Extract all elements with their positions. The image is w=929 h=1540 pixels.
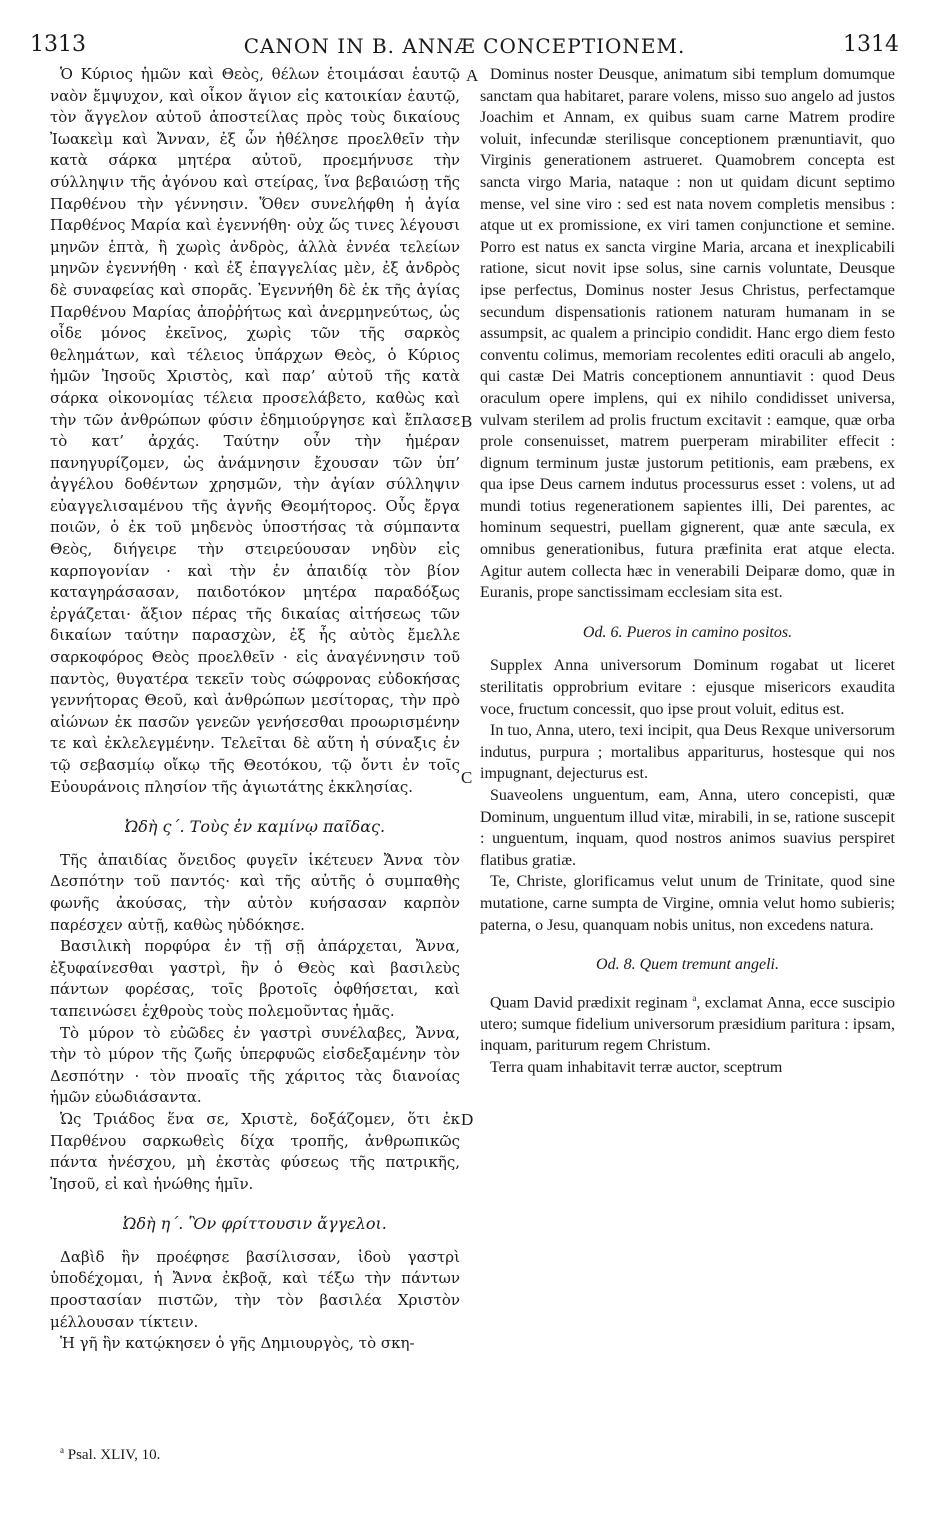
latin-text: , exclamat Anna, ecce suscipio utero; sumque fidelium universorum præsidium paritura : ipsam, inquam, pariturum regem Christum. bbox=[480, 994, 896, 1055]
greek-paragraph: Δαβὶδ ἣν προέφησε βασίλισσαν, ἰδοὺ γαστρὶ ὑποδέχομαι, ἡ Ἄννα ἐκβοᾷ, καὶ τέξω τὴν πάντων προστασίαν πιστῶν, τὴν τὸν βασιλέα Χριστὸν μέλλουσαν τίκτειν. bbox=[50, 1247, 460, 1331]
latin-paragraph: In tuo, Anna, utero, texi incipit, qua Deus Rexque universorum indutus, purpura ; mortalibus appariturus, hostesque qui nos impugnant, dejecturus est. bbox=[480, 722, 895, 783]
latin-ode-heading: Od. 6. Pueros in camino positos. bbox=[582, 623, 793, 641]
latin-paragraph: Terra quam inhabitavit terræ auctor, sceptrum bbox=[490, 1058, 783, 1076]
greek-paragraph: Τῆς ἀπαιδίας ὄνειδος φυγεῖν ἱκέτευεν Ἄννα τὸν Δεσπότην τοῦ παντός· καὶ τῆς αὐτῆς ὁ συμπαθὴς φωνῆς ἀκούσας, τὴν αὐτὸν κυήσασαν καρπὸν παρέσχεν αὐτῇ, καθὼς ηὐδόκησε. bbox=[50, 850, 460, 934]
footnote-text: Psal. XLIV, 10. bbox=[67, 1447, 161, 1463]
greek-paragraph: Βασιλικὴ πορφύρα ἐν τῇ σῇ ἀπάρχεται, Ἄννα, ἐξυφαίνεσθαι γαστρὶ, ἣν ὁ Θεὸς καὶ βασιλεὺς πάντων φορέσας, τοῖς βροτοῖς ὀφθήσεται, καὶ ταπεινώσει ἐχθροὺς τοὺς πολεμοῦντας ἡμᾶς. bbox=[50, 937, 460, 1020]
latin-paragraph bbox=[480, 988, 895, 1057]
latin-column bbox=[480, 64, 895, 1078]
latin-ode-heading: Od. 8. Quem tremunt angeli. bbox=[596, 956, 779, 974]
margin-marker-a: A bbox=[466, 66, 479, 85]
latin-paragraph: Supplex Anna universorum Dominum rogabat ut liceret sterilitatis opprobrium evitare : ejusque misericors exaudita voce, fructum concessit, quo ipse prout voluit, editus est. bbox=[480, 657, 895, 718]
footnote-reference: a bbox=[692, 992, 697, 1003]
greek-column bbox=[50, 64, 460, 1355]
latin-paragraph: Te, Christe, glorificamus velut unum de Trinitate, quod sine mutatione, carne sumpta de Virgine, omnia velut homo subieris; paterna, o Jesu, quanquam nobis unitus, non excedens natura. bbox=[480, 873, 895, 934]
greek-paragraph: Ὁ Κύριος ἡμῶν καὶ Θεὸς, θέλων ἑτοιμάσαι ἑαυτῷ ναὸν ἔμψυχον, καὶ οἶκον ἅγιον εἰς κατοικίαν ἑαυτῷ, τὸν ἄγγελον αὐτοῦ ἀποστείλας πρὸς τοὺς δικαίους Ἰωακεὶμ καὶ Ἄνναν, ἐξ ὧν ἠθέλησε προελθεῖν τὴν κατὰ σάρκα μητέρα αὐτοῦ, προεμήνυσε τὴν σύλληψιν τῆς ἀγόνου καὶ στείρας, ἵνα βεβαιώσῃ τῆς Παρθένου τὴν γέννησιν. Ὅθεν συνελήφθη ἡ ἁγία Παρθένος Μαρία καὶ ἐγεννήθη· οὐχ ὥς τινες λέγουσι μηνῶν ἑπτὰ, ἢ χωρὶς ἀνδρὸς, ἀλλὰ ἐννέα τελείων μηνῶν ἐγεννήθη · καὶ ἐξ ἐπαγγελίας μὲν, ἐξ ἀνδρὸς δὲ συναφείας καὶ σπορᾶς. Ἐγεννήθη δὲ ἐκ τῆς ἁγίας Παρθένου Μαρίας ἀποῤῥήτως καὶ ἀνερμηνεύτως, ὡς οἶδε μόνος ἐκεῖνος, χωρὶς τῶν τῆς σαρκὸς θελημάτων, καὶ τέλειος ὑπάρχων Θεὸς, ὁ Κύριος ἡμῶν Ἰησοῦς Χριστὸς, καὶ παρ’ αὐτοῦ τῆς κατὰ σάρκα οἰκονομίας τέλεια προσελάβετο, καθὼς καὶ τὴν τῶν ἀνθρώπων φύσιν ἐδημιούργησε καὶ ἔπλασε τὸ κατ’ ἀρχάς. Ταύτην οὖν τὴν ἡμέραν πανηγυρίζομεν, ὡς ἀνάμνησιν ἔχουσαν τῶν ὑπ’ ἀγγέλου δοθέντων χρησμῶν, τὴν ἁγίαν σύλληψιν εὐαγγελισαμένου τῆς ἁγνῆς Θεομήτορος. Οὗς ἔργα ποιῶν, ὁ ἐκ τοῦ μηδενὸς ὑποστήσας τὰ σύμπαντα Θεὸς, διήγειρε τὴν στειρεύουσαν νηδὺν εἰς καρπογονίαν · καὶ τὴν ἐν ἀπαιδίᾳ τὸν βίον καταγηράσασαν, παιδοτόκον μητέρα παραδόξως ἐργάζεται· ἄξιον πέρας τῆς δικαίας αἰτήσεως τῶν δικαίων ταύτην παρασχὼν, ἐξ ἧς αὐτὸς ἔμελλε σαρκοφόρος Θεὸς προελθεῖν · εἰς ἀναγέννησιν τοῦ παντὸς, θυγατέρα τεκεῖν τοὺς σώφρονας εὐδοκήσας γεννήτορας Θεοῦ, καὶ ἀνθρώπων μεσίτορας, τὴν πρὸ αἰώνων ἐκ πασῶν γενεῶν γενήσεσθαι προωρισμένην τε καὶ ἐκλελεγμένην. Τελεῖται δὲ αὕτη ἡ σύναξις ἐν τῷ σεβασμίῳ οἴκῳ τῆς Θεοτόκου, τῷ ὄντι ἐν τοῖς Εὐουράνοις πλησίον τῆς ἁγιωτάτης ἐκκλησίας. bbox=[50, 65, 460, 796]
greek-paragraph: Ἡ γῆ ἣν κατῴκησεν ὁ γῆς Δημιουργὸς, τὸ σκη- bbox=[60, 1334, 415, 1353]
greek-paragraph: Ὡς Τριάδος ἕνα σε, Χριστὲ, δοξάζομεν, ὅτι ἐκ Παρθένου σαρκωθεὶς δίχα τροπῆς, ἀνθρωπικῶς πάντα ἠνέσχου, μὴ ἐκστὰς φύσεως τῆς πατρικῆς, Ἰησοῦ, εἰ καὶ ἡνώθης ἡμῖν. bbox=[50, 1109, 460, 1193]
margin-marker-b: B bbox=[461, 412, 473, 431]
greek-ode-heading: Ὠδὴ η΄. Ὃν φρίττουσιν ἄγγελοι. bbox=[123, 1214, 387, 1234]
latin-text: Quam David prædixit reginam bbox=[490, 994, 688, 1012]
footnote-mark: a bbox=[60, 1445, 64, 1455]
page-number-left: 1313 bbox=[30, 32, 86, 57]
page-number-right: 1314 bbox=[843, 32, 899, 57]
footnote bbox=[60, 1445, 160, 1464]
greek-paragraph: Τὸ μύρον τὸ εὐῶδες ἐν γαστρὶ συνέλαβες, Ἄννα, τὴν τὸ μύρον τῆς ζωῆς ὑπερφυῶς εἰσδεξαμένην τὸν Δεσπότην · τὸν πνοαῖς τῆς χάριτος τὰς διανοίας ἡμῶν εὐωδιάσαντα. bbox=[50, 1023, 460, 1107]
latin-paragraph: Dominus noster Deusque, animatum sibi templum domumque sanctam qua habitaret, parare volens, misso suo angelo ad justos Joachim et Annam, ex quibus suam carne Matrem prodire voluit, infecundæ sterilisque conceptionem prænuntiavit, quo Virginis generationem astrueret. Quamobrem concepta est sancta virgo Maria, nataque : non ut quidam dicunt septimo mense, vel sine viro : sed est nata novem completis mensibus : atque ut ex promissione, ex viri tamen conjunctione et semine. Porro est natus ex sancta virgine Maria, arcana et inexplicabili ratione, sicut novit ipse solus, sine carnis voluntate, Deusque ipse perfectus, Dominus noster Jesus Christus, perfectamque secundum dispensationis rationem naturam humanam in se assumpsit, ac qualem a principio condidit. Hanc ergo diem festo conventu colimus, memoriam recolentes editi oraculi ab angelo, qui castæ Dei Matris conceptionem annuntiavit : quod Deus oraculum opere implens, qui ex nihilo condidisset universa, vulvam sterilem ad prolis fructum excitavit : eamque, quæ orba prole consenuisset, matrem puerperam mirabiliter effecit : dignum terminum justæ justorum petitionis, eam præbens, ex qua ipse Deus carnem indutus processurus esset : volens, ut ad mundi totius regenerationem sapientes illi, Dei parentes, ac hominum sequestri, puellam gignerent, quæ ante sæcula, ex omnibus generationibus, futura præfinita erat atque electa. Agitur autem collecta hæc in venerabili Deiparæ domo, quæ in Euranis, prope sanctissimam ecclesiam sita est. bbox=[480, 66, 895, 602]
running-title: CANON IN B. ANNÆ CONCEPTIONEM. bbox=[243, 34, 686, 58]
greek-ode-heading: Ὠδὴ ς΄. Τοὺς ἐν καμίνῳ παῖδας. bbox=[124, 817, 386, 837]
page-header bbox=[30, 32, 899, 66]
latin-paragraph: Suaveolens unguentum, eam, Anna, utero concepisti, quæ Dominum, unguentum illud vitæ, mirabili, in se, ratione suscepit : unguentum, inquam, quod nostros animos suavius perspiret flatibus gratiæ. bbox=[480, 787, 895, 869]
margin-marker-d: D bbox=[461, 1110, 474, 1129]
margin-marker-c: C bbox=[461, 768, 473, 787]
